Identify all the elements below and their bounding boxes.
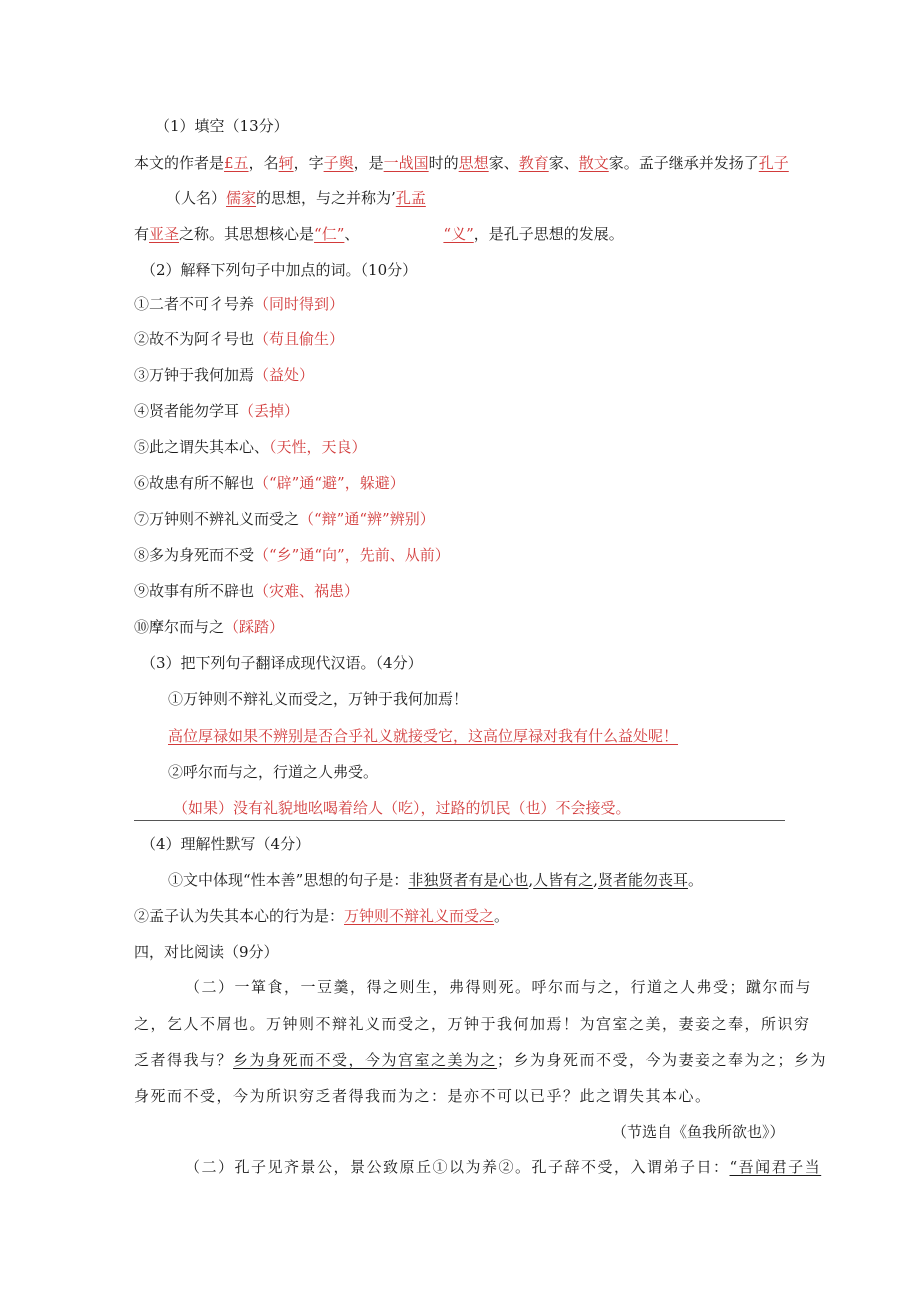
answer-blank: 教育 [518,154,549,172]
underlined-text: 乡为身死而不受，今为宫室之美为之 [233,1051,498,1069]
underlined-text: “吾闻君子当 [729,1158,822,1176]
static-text: ，名 [248,154,279,172]
static-text: 本文的作者是 [134,154,225,172]
answer-blank: £五 [224,154,249,172]
q2-item-answer: （“乡”通“向”，先前、从前） [254,546,450,564]
q2-item-answer: （益处） [254,366,315,384]
static-text: ；乡为身死而不受，今为妻妾之奉为之；乡为 [497,1051,828,1069]
static-text: 之称。其思想核心是 [179,225,315,243]
q2-item-question: ⑨故事有所不辟也 [134,582,255,600]
answer-blank: 亚圣 [149,225,180,243]
answer-blank: 人皆有之 [533,871,594,889]
q1-fill-line-2 [166,188,426,208]
q2-item-question: ⑥故患有所不解也 [134,474,255,492]
q2-item [134,581,359,601]
passage-line [134,1050,827,1070]
static-text: ①文中体现“性本善”思想的句子是： [168,871,409,889]
answer-rule-line [134,820,785,821]
q1-fill-line-3 [134,224,624,244]
passage-source: （节选自《鱼我所欲也》） [612,1123,785,1141]
q2-item [134,473,405,493]
static-text: 家、 [488,154,519,172]
q4-sentence-1 [168,870,703,890]
q2-item-answer: （灾难、祸患） [254,582,360,600]
static-text: ，是 [353,154,384,172]
passage-line: （二）一箪食，一豆羹，得之则生，弗得则死。呼尔而与之，行道之人弗受；蹴尔而与 [185,978,813,996]
static-text: ②孟子认为失其本心的行为是： [134,907,345,925]
passage-line: 身死而不受，今为所识穷乏者得我而为之：是亦不可以已乎？此之谓失其本心。 [134,1087,712,1105]
q2-item [134,509,435,529]
q2-item-question: ④贤者能勿学耳 [134,402,240,420]
q2-item-answer: （踩踏） [224,618,285,636]
q2-item-question: ⑩摩尔而与之 [134,618,225,636]
q2-item-question: ③万钟于我何加焉 [134,366,255,384]
answer-blank: 万钟则不辩礼义而受之 [344,907,495,925]
answer-blank: 轲 [278,154,294,172]
answer-blank: “义” [443,225,474,243]
answer-blank: 儒家 [226,189,257,207]
static-text: 的思想，与之并称为’ [256,189,396,207]
answer-blank: “仁” [314,225,345,243]
q2-item [134,329,344,349]
q2-item-question: ⑦万钟则不辨礼义而受之 [134,510,300,528]
answer-blank: 孔子 [758,154,789,172]
q2-item-question: ⑧多为身死而不受 [134,546,255,564]
q2-item [134,365,314,385]
q4-sentence-2 [134,906,509,926]
answer-blank: 思想 [458,154,489,172]
q2-item-question: ⑤此之谓失其本心、 [134,438,270,456]
section-heading: 四，对比阅读（9分） [134,943,279,961]
static-text: 乏者得我与？ [134,1051,234,1069]
static-text: 、 [344,225,360,243]
passage-line: 之，乞人不屑也。万钟则不辩礼义而受之，万钟于我何加焉！为宫室之美，妻妾之奉，所识穷 [134,1015,811,1033]
q2-item-answer: （同时得到） [254,295,345,313]
q1-heading: （1）填空（13分） [155,117,289,135]
q2-item-answer: （“辟”通“避”，躲避） [254,474,405,492]
static-text: 有 [134,225,150,243]
static-text: 。 [687,871,703,889]
q2-item-answer: （“辩”通“辨”辨别） [299,510,435,528]
static-text: , [528,871,534,889]
q1-fill-line-1 [134,153,789,173]
q2-item-question: ②故不为阿彳号也 [134,330,255,348]
q4-heading: （4）理解性默写（4分） [141,835,311,853]
answer-blank: 一战国 [383,154,429,172]
q2-item [134,437,367,457]
q3-heading: （3）把下列句子翻译成现代汉语。（4分） [141,654,423,672]
static-text: , [593,871,598,889]
static-text: 。 [494,907,510,925]
static-text: 家。孟子继承并发扬了 [608,154,759,172]
q2-item [134,545,450,565]
static-text: 时的 [428,154,459,172]
answer-blank: 子舆 [323,154,354,172]
q3-sentence-1: ①万钟则不辩礼义而受之，万钟于我何加焉！ [168,690,469,708]
q3-answer-2: （如果）没有礼貌地吆喝着给人（吃），过路的饥民（也）不会接受。 [173,799,631,817]
q2-item [134,294,344,314]
q2-item-answer: （天性，天良） [269,438,367,456]
answer-blank: 非独贤者有是心也 [408,871,529,889]
q2-item-question: ①二者不可彳号养 [134,295,255,313]
static-text: （二）孔子见齐景公，景公致原丘①以为养②。孔子辞不受，入谓弟子日： [185,1158,730,1176]
static-text: ，是孔子思想的发展。 [473,225,624,243]
q2-item-answer: （丢掉） [239,402,300,420]
static-text: （人名） [166,189,227,207]
answer-blank: 孔孟 [395,189,426,207]
q2-heading: （2）解释下列句子中加点的词。（10分） [141,261,418,279]
static-text: ，字 [293,154,324,172]
q3-answer-1: 高位厚禄如果不辨别是否合乎礼义就接受它，这高位厚禄对我有什么益处呢！ [168,727,679,745]
q3-sentence-2: ②呼尔而与之，行道之人弗受。 [168,763,379,781]
q2-item [134,617,284,637]
answer-blank: 散文 [578,154,609,172]
q2-item-answer: （苟且偷生） [254,330,345,348]
passage-line [185,1157,821,1177]
static-text: 家、 [548,154,579,172]
q2-item [134,401,299,421]
answer-blank: 贤者能勿丧耳 [597,871,688,889]
